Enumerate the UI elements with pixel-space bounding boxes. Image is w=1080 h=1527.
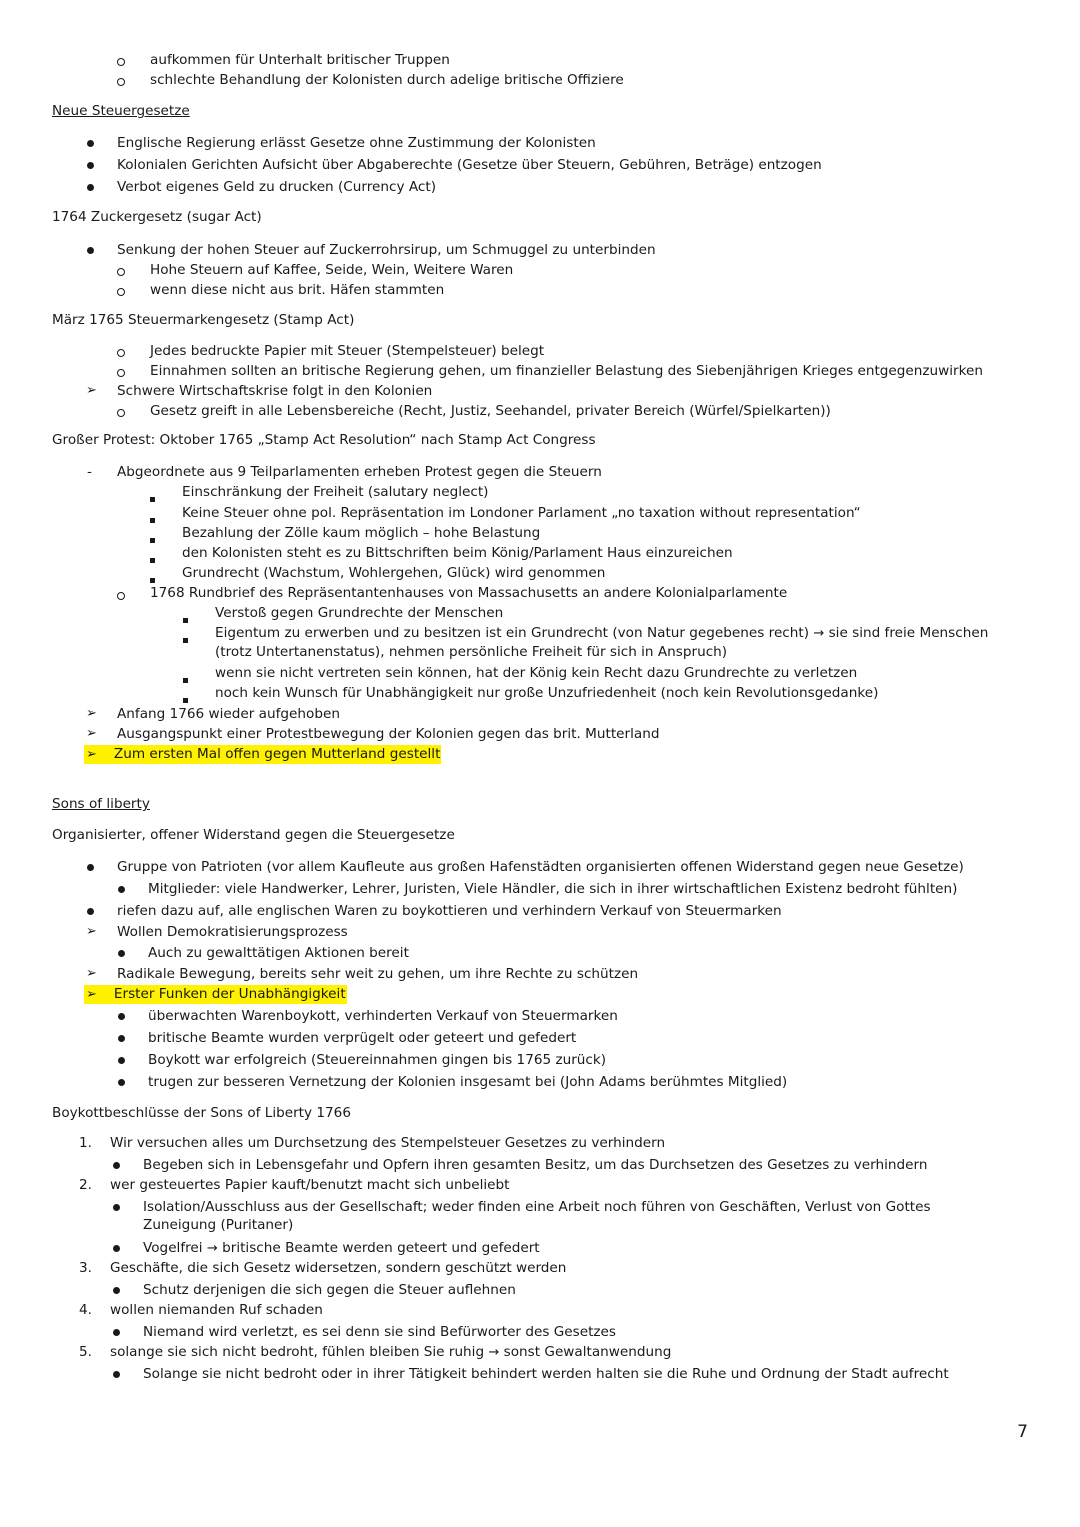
arrow-bullet-icon: ➢ <box>86 726 97 741</box>
list-number: 1. <box>79 1135 92 1151</box>
bullet-icon <box>113 1365 120 1383</box>
square-bullet-icon <box>150 510 155 528</box>
section-heading: 1764 Zuckergesetz (sugar Act) <box>52 209 262 225</box>
list-number: 3. <box>79 1260 92 1276</box>
circle-bullet-icon <box>117 283 125 301</box>
bullet-icon <box>113 1198 120 1216</box>
text-line: schlechte Behandlung der Kolonisten durch adelige britische Offiziere <box>150 72 624 88</box>
section-heading: März 1765 Steuermarkengesetz (Stamp Act) <box>52 312 355 328</box>
section-heading: Großer Protest: Oktober 1765 „Stamp Act Resolution“ nach Stamp Act Congress <box>52 432 596 448</box>
text-line: überwachten Warenboykott, verhinderten Verkauf von Steuermarken <box>148 1008 618 1024</box>
text-fragment: sonst Gewaltanwendung <box>503 1344 672 1360</box>
text-line: Ausgangspunkt einer Protestbewegung der Kolonien gegen das brit. Mutterland <box>117 726 660 742</box>
text-line: noch kein Wunsch für Unabhängigkeit nur große Unzufriedenheit (noch kein Revolutionsgedanke) <box>215 685 879 701</box>
text-line: Wollen Demokratisierungsprozess <box>117 924 348 940</box>
text-line: Englische Regierung erlässt Gesetze ohne Zustimmung der Kolonisten <box>117 135 596 151</box>
circle-bullet-icon <box>117 263 125 281</box>
bullet-icon <box>113 1323 120 1341</box>
list-number: 4. <box>79 1302 92 1318</box>
dash-bullet-icon: - <box>87 464 92 480</box>
text-line: 1768 Rundbrief des Repräsentantenhauses von Massachusetts an andere Kolonialparlamente <box>150 585 788 601</box>
section-heading: Neue Steuergesetze <box>52 103 190 119</box>
text-fragment: sie sind freie Menschen (trotz Untertanenstatus), nehmen persönliche Freiheit für sich in Anspruch) <box>215 625 989 660</box>
text-line: Auch zu gewalttätigen Aktionen bereit <box>148 945 409 961</box>
arrow-bullet-icon: ➢ <box>86 383 97 398</box>
section-subheading: Organisierter, offener Widerstand gegen die Steuergesetze <box>52 827 455 843</box>
bullet-icon <box>87 178 94 196</box>
text-fragment: Vogelfrei <box>143 1240 203 1256</box>
square-bullet-icon <box>183 670 188 688</box>
text-line: Boykott war erfolgreich (Steuereinnahmen gingen bis 1765 zurück) <box>148 1052 607 1068</box>
text-line: Solange sie nicht bedroht oder in ihrer Tätigkeit behindert werden halten sie die Ruhe und Ordnung der Stadt aufrecht <box>143 1366 949 1382</box>
text-line: Verbot eigenes Geld zu drucken (Currency Act) <box>117 179 437 195</box>
text-line: Mitglieder: viele Handwerker, Lehrer, Juristen, Viele Händler, die sich in ihrer wirtschaftlichen Existenz bedroht fühlten) <box>148 881 958 897</box>
bullet-icon <box>118 944 125 962</box>
text-line: Begeben sich in Lebensgefahr und Opfern ihren gesamten Besitz, um das Durchsetzen des Gesetzes zu verhindern <box>143 1157 928 1173</box>
text-line: Einschränkung der Freiheit (salutary neglect) <box>182 484 489 500</box>
text-line: Niemand wird verletzt, es sei denn sie sind Befürworter des Gesetzes <box>143 1324 616 1340</box>
bullet-icon <box>113 1281 120 1299</box>
square-bullet-icon <box>183 630 188 648</box>
text-line: Kolonialen Gerichten Aufsicht über Abgaberechte (Gesetze über Steuern, Gebühren, Beträge) entzogen <box>117 157 822 173</box>
arrow-bullet-icon: ➢ <box>86 987 97 1002</box>
arrow-bullet-icon: ➢ <box>86 706 97 721</box>
list-item <box>110 1343 671 1362</box>
list-item: wollen niemanden Ruf schaden <box>110 1302 323 1318</box>
bullet-icon <box>118 1073 125 1091</box>
bullet-icon <box>87 241 94 259</box>
page-number: 7 <box>1017 1422 1028 1442</box>
list-number: 5. <box>79 1344 92 1360</box>
text-line: Bezahlung der Zölle kaum möglich – hohe Belastung <box>182 525 541 541</box>
text-line: Jedes bedruckte Papier mit Steuer (Stempelsteuer) belegt <box>150 343 545 359</box>
square-bullet-icon <box>150 550 155 568</box>
circle-bullet-icon <box>117 73 125 91</box>
text-line: trugen zur besseren Vernetzung der Kolonien insgesamt bei (John Adams berühmtes Mitglied) <box>148 1074 788 1090</box>
bullet-icon <box>113 1156 120 1174</box>
text-line: Schwere Wirtschaftskrise folgt in den Kolonien <box>117 383 433 399</box>
text-line: Gruppe von Patrioten (vor allem Kaufleute aus großen Hafenstädten organisierten offenen Widerstand gegen neue Gesetze) <box>117 859 964 875</box>
text-line <box>215 624 1005 661</box>
text-line: Isolation/Ausschluss aus der Gesellschaft; weder finden eine Arbeit noch führen von Geschäften, Verlust von Gottes Zuneigung (Puritaner) <box>143 1199 931 1233</box>
bullet-icon <box>87 134 94 152</box>
text-line: Einnahmen sollten an britische Regierung gehen, um finanzieller Belastung des Siebenjährigen Krieges entgegenzuwirken <box>150 363 983 379</box>
highlighted-line <box>84 745 441 764</box>
arrow-right-icon: → <box>813 626 825 641</box>
text-fragment: Zum ersten Mal offen gegen Mutterland gestellt <box>113 746 441 762</box>
square-bullet-icon <box>150 489 155 507</box>
square-bullet-icon <box>183 610 188 628</box>
circle-bullet-icon <box>117 404 125 422</box>
text-line: Gesetz greift in alle Lebensbereiche (Recht, Justiz, Seehandel, privater Bereich (Würfel/Spielkarten)) <box>150 403 831 419</box>
text-line: den Kolonisten steht es zu Bittschriften beim König/Parlament Haus einzureichen <box>182 545 733 561</box>
text-fragment: Erster Funken der Unabhängigkeit <box>113 986 346 1002</box>
text-line: Keine Steuer ohne pol. Repräsentation im Londoner Parlament „no taxation without representation“ <box>182 505 861 521</box>
bullet-icon <box>118 1007 125 1025</box>
list-number: 2. <box>79 1177 92 1193</box>
bullet-icon <box>87 902 94 920</box>
text-line: Abgeordnete aus 9 Teilparlamenten erheben Protest gegen die Steuern <box>117 464 602 480</box>
bullet-icon <box>87 156 94 174</box>
text-line: Grundrecht (Wachstum, Wohlergehen, Glück) wird genommen <box>182 565 606 581</box>
text-line: Verstoß gegen Grundrechte der Menschen <box>215 605 504 621</box>
text-line <box>143 1239 540 1258</box>
arrow-bullet-icon: ➢ <box>86 924 97 939</box>
text-line: britische Beamte wurden verprügelt oder geteert und gefedert <box>148 1030 577 1046</box>
bullet-icon <box>118 880 125 898</box>
circle-bullet-icon <box>117 364 125 382</box>
bullet-icon <box>113 1239 120 1257</box>
text-line: Radikale Bewegung, bereits sehr weit zu gehen, um ihre Rechte zu schützen <box>117 966 639 982</box>
list-item: Geschäfte, die sich Gesetz widersetzen, sondern geschützt werden <box>110 1260 567 1276</box>
square-bullet-icon <box>150 530 155 548</box>
text-line: Hohe Steuern auf Kaffee, Seide, Wein, Weitere Waren <box>150 262 514 278</box>
section-heading: Boykottbeschlüsse der Sons of Liberty 1766 <box>52 1105 351 1121</box>
text-line: Anfang 1766 wieder aufgehoben <box>117 706 340 722</box>
text-line: aufkommen für Unterhalt britischer Truppen <box>150 52 450 68</box>
circle-bullet-icon <box>117 53 125 71</box>
text-line: wenn diese nicht aus brit. Häfen stammten <box>150 282 445 298</box>
highlighted-line <box>84 985 347 1004</box>
circle-bullet-icon <box>117 344 125 362</box>
section-heading: Sons of liberty <box>52 796 150 812</box>
text-fragment: solange sie sich nicht bedroht, fühlen bleiben Sie ruhig <box>110 1344 485 1360</box>
arrow-right-icon: → <box>488 1345 500 1360</box>
bullet-icon <box>118 1051 125 1069</box>
text-fragment: Eigentum zu erwerben und zu besitzen ist ein Grundrecht (von Natur gegebenes recht) <box>215 625 810 641</box>
text-line: riefen dazu auf, alle englischen Waren zu boykottieren und verhindern Verkauf von Steuermarken <box>117 903 782 919</box>
text-line: Schutz derjenigen die sich gegen die Steuer auflehnen <box>143 1282 516 1298</box>
arrow-bullet-icon: ➢ <box>86 966 97 981</box>
text-line: wenn sie nicht vertreten sein können, hat der König kein Recht dazu Grundrechte zu verletzen <box>215 665 858 681</box>
arrow-bullet-icon: ➢ <box>86 747 97 762</box>
bullet-icon <box>118 1029 125 1047</box>
list-item: wer gesteuertes Papier kauft/benutzt macht sich unbeliebt <box>110 1177 510 1193</box>
text-fragment: britische Beamte werden geteert und gefedert <box>222 1240 540 1256</box>
text-line: Senkung der hohen Steuer auf Zuckerrohrsirup, um Schmuggel zu unterbinden <box>117 242 656 258</box>
list-item: Wir versuchen alles um Durchsetzung des Stempelsteuer Gesetzes zu verhindern <box>110 1135 666 1151</box>
arrow-right-icon: → <box>206 1241 218 1256</box>
bullet-icon <box>87 858 94 876</box>
circle-bullet-icon <box>117 587 125 605</box>
